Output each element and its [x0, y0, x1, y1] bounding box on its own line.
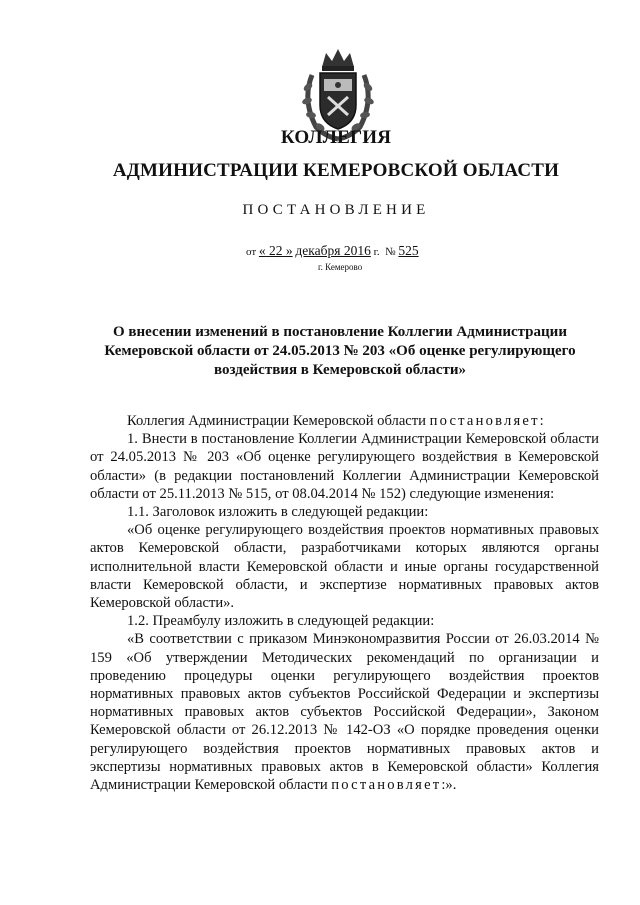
date-month-year: декабря 2016: [295, 243, 371, 258]
document-type-title: ПОСТАНОВЛЕНИЕ: [242, 202, 430, 218]
document-number: 525: [398, 243, 419, 258]
organization-name-line1: КОЛЛЕГИЯ: [280, 127, 392, 148]
document-body: [90, 412, 599, 794]
paragraph-item-1-1: 1.1. Заголовок изложить в следующей редакции:: [127, 504, 429, 521]
date-year-suffix: г.: [373, 246, 380, 258]
date-day: 22: [269, 243, 283, 258]
paragraph-item-1-2: 1.2. Преамбулу изложить в следующей редакции:: [127, 613, 435, 630]
document-subject: О внесении изменений в постановление Коллегии Администрации Кемеровской области от 24.05.2013 № 203 «Об оценке регулирующего воздействия в Кемеровской области»: [104, 324, 576, 378]
paragraph-new-preamble: «В соответствии с приказом Минэкономразвития России от 26.03.2014 № 159 «Об утверждении Методических рекомендаций по организации и проведению процедуры оценки регулирующего воздействия проектов нормативных правовых актов субъектов Российской Федерации и экспертизы нормативных правовых актов субъектов Российской Федерации», Законом Кемеровской области от 26.12.2013 № 142-ОЗ «О порядке проведения оценки регулирующего воздействия проектов нормативных правовых актов и экспертизы нормативных правовых актов в Кемеровской области» Коллегия Администрации Кемеровской области постановляет:».: [90, 631, 599, 794]
organization-name-line2: АДМИНИСТРАЦИИ КЕМЕРОВСКОЙ ОБЛАСТИ: [112, 160, 560, 181]
number-sign: №: [385, 246, 396, 258]
city-label: г. Кемерово: [318, 262, 363, 272]
paragraph-new-title: «Об оценке регулирующего воздействия проектов нормативных правовых актов Кемеровской области, разработчиками которых являются органы исполнительной власти Кемеровской области и иные органы государственной власти Кемеровской области, и экспертизе нормативных правовых актов Кемеровской области».: [90, 522, 599, 612]
paragraph-item-1: 1. Внести в постановление Коллегии Администрации Кемеровской области от 24.05.2013 № 203 «Об оценке регулирующего воздействия в Кемеровской области» (в редакции постановлений Коллегии Администрации Кемеровской области от 25.11.2013 № 515, от 08.04.2014 № 152) следующие изменения:: [90, 431, 599, 502]
date-prefix: от: [246, 246, 257, 258]
paragraph-preamble: Коллегия Администрации Кемеровской области постановляет:: [127, 413, 546, 429]
document-date-number: [246, 243, 419, 259]
date-close-quote: »: [285, 243, 293, 258]
date-open-quote: «: [258, 243, 266, 258]
